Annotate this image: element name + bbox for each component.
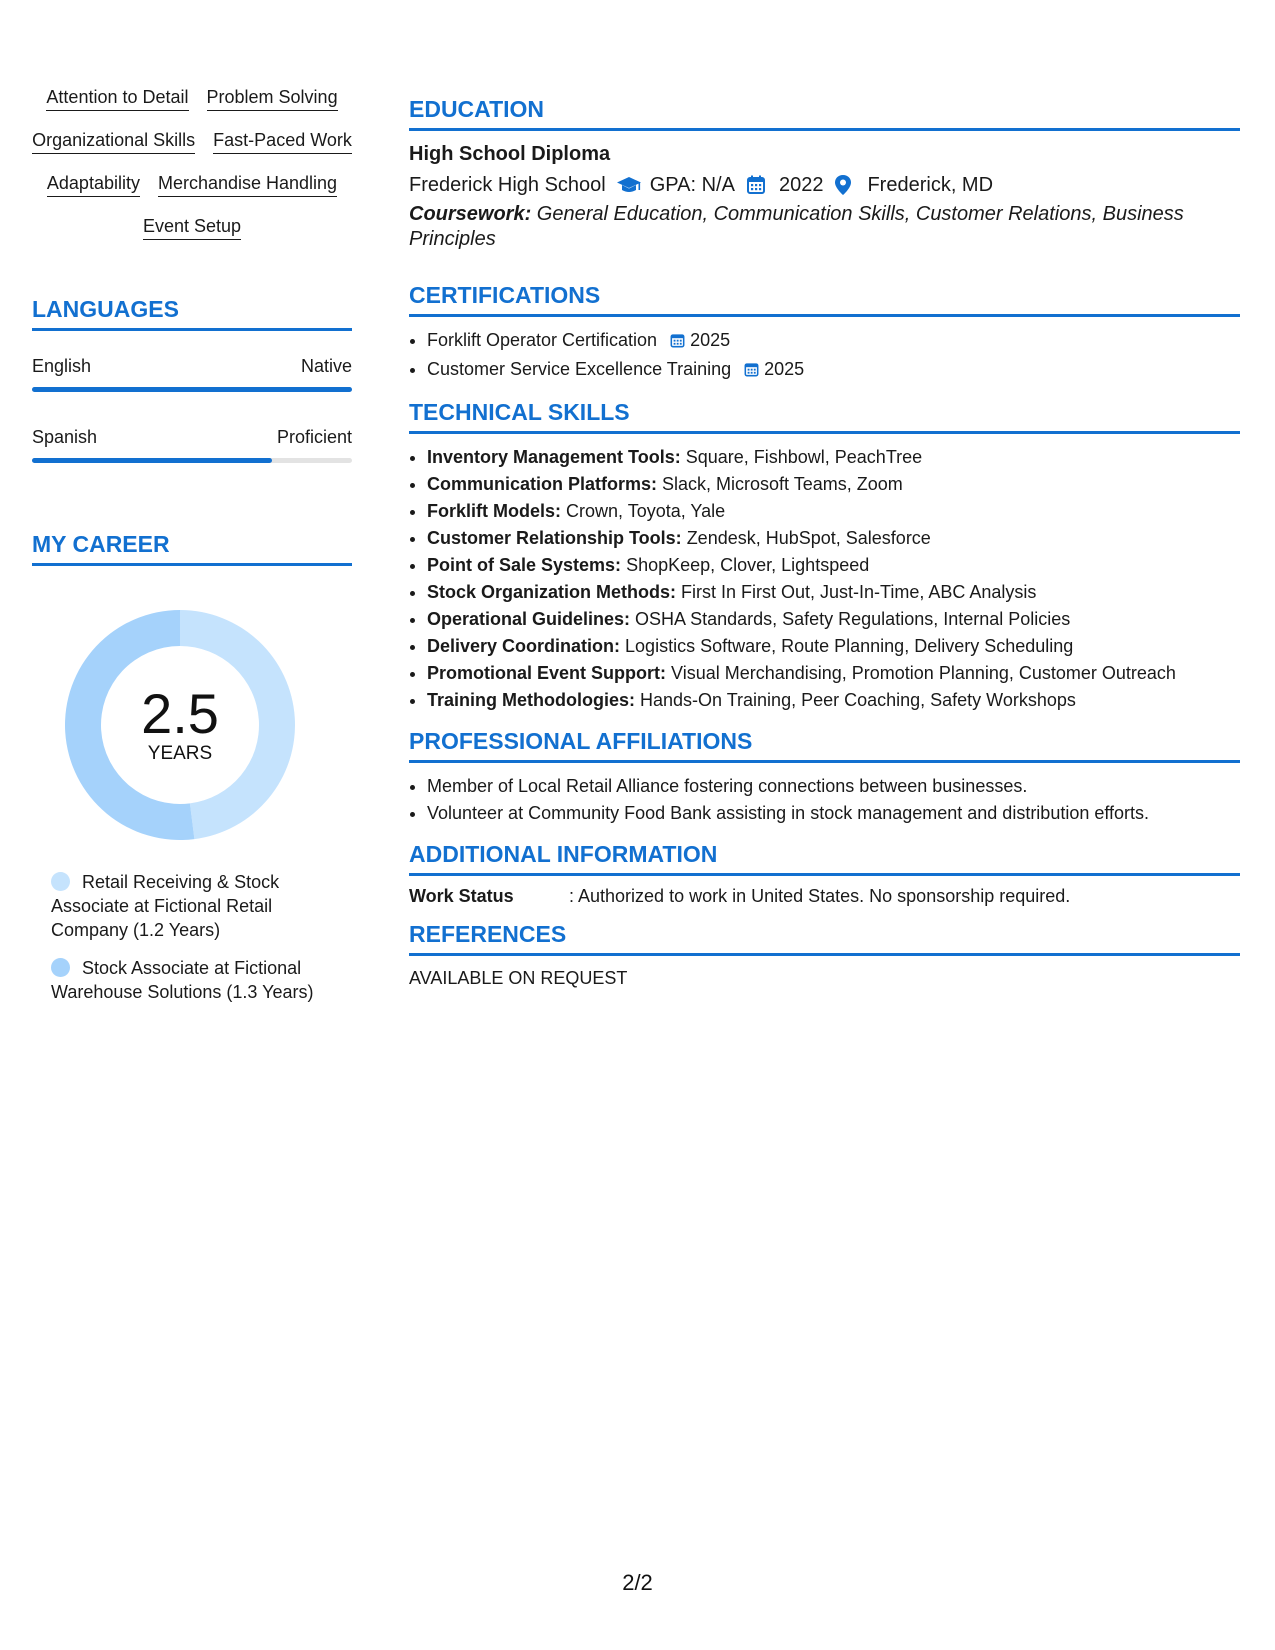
skill-values: OSHA Standards, Safety Regulations, Internal Policies (630, 609, 1071, 629)
education-title: EDUCATION (409, 96, 1240, 131)
skill-values: Zendesk, HubSpot, Salesforce (681, 528, 931, 548)
references-text: AVAILABLE ON REQUEST (409, 968, 628, 988)
language-bar-fill (32, 387, 352, 392)
right-column (409, 96, 1240, 1003)
career-title: MY CAREER (32, 531, 352, 566)
skills-tags (32, 85, 352, 240)
language-name: English (32, 356, 92, 376)
certification-year: 2025 (764, 359, 805, 379)
graduation-cap-icon (616, 174, 640, 196)
references-title: REFERENCES (409, 921, 1240, 956)
list-item (427, 525, 1240, 552)
skill-category: Point of Sale Systems: (427, 555, 622, 575)
languages-title: LANGUAGES (32, 296, 352, 331)
education-meta (409, 171, 1240, 199)
certification-name: Customer Service Excellence Training (427, 359, 732, 379)
coursework (409, 202, 1240, 252)
technical-skills-section (409, 399, 1240, 714)
left-column (32, 85, 352, 1018)
list-item (427, 552, 1240, 579)
certifications-section (409, 282, 1240, 385)
coursework-label: Coursework: (409, 203, 532, 225)
certification-name: Forklift Operator Certification (427, 330, 658, 350)
work-status-value: : Authorized to work in United States. No sponsorship required. (569, 886, 1071, 906)
skill-values: Slack, Microsoft Teams, Zoom (657, 474, 903, 494)
career-entry (51, 870, 331, 942)
skill-category: Forklift Models: (427, 501, 561, 521)
list-item: • Member of Local Retail Alliance fostering connections between businesses. (427, 773, 1240, 800)
career-legend (51, 870, 331, 1004)
language-name: Spanish (32, 427, 98, 447)
list-item (427, 687, 1240, 714)
skill-values: First In First Out, Just-In-Time, ABC Analysis (676, 582, 1037, 602)
location-pin-icon (833, 174, 857, 196)
technical-skills-title: TECHNICAL SKILLS (409, 399, 1240, 434)
school-name: Frederick High School (409, 174, 606, 196)
technical-skills-list (409, 444, 1240, 714)
additional-info-title: ADDITIONAL INFORMATION (409, 841, 1240, 876)
career-entry (51, 956, 331, 1004)
list-item (427, 444, 1240, 471)
legend-dot (51, 958, 70, 977)
list-item (427, 606, 1240, 633)
calendar-icon (745, 174, 769, 196)
coursework-text: General Education, Communication Skills, Customer Relations, Business Principles (409, 203, 1184, 250)
calendar-icon (743, 359, 760, 385)
work-status (409, 886, 1240, 907)
skill-category: Inventory Management Tools: (427, 447, 681, 467)
language-item (32, 355, 352, 392)
list-item (427, 579, 1240, 606)
location: Frederick, MD (867, 174, 994, 196)
work-status-label: Work Status (409, 886, 514, 906)
certifications-title: CERTIFICATIONS (409, 282, 1240, 317)
skill-tag: Adaptability (47, 171, 140, 197)
skill-tag: Problem Solving (207, 85, 338, 111)
affiliations-list (409, 773, 1240, 827)
list-item (427, 356, 1240, 385)
skill-category: Stock Organization Methods: (427, 582, 677, 602)
calendar-icon (669, 330, 686, 356)
language-level: Proficient (276, 427, 352, 447)
additional-info-section (409, 841, 1240, 907)
certifications-list (409, 327, 1240, 385)
education-section (409, 96, 1240, 252)
skill-tag: Fast-Paced Work (213, 128, 352, 154)
skill-values: Visual Merchandising, Promotion Planning, Customer Outreach (666, 663, 1176, 683)
skill-tag: Event Setup (143, 214, 241, 240)
skill-category: Training Methodologies: (427, 690, 635, 710)
skill-category: Operational Guidelines: (427, 609, 631, 629)
language-item (32, 426, 352, 463)
certification-year: 2025 (690, 330, 731, 350)
legend-dot (51, 872, 70, 891)
career-donut (65, 610, 295, 840)
skill-category: Communication Platforms: (427, 474, 658, 494)
skill-values: Logistics Software, Route Planning, Delivery Scheduling (620, 636, 1074, 656)
skill-category: Delivery Coordination: (427, 636, 621, 656)
graduation-year: 2022 (778, 174, 824, 196)
gpa: GPA: N/A (649, 174, 735, 196)
affiliations-title: PROFESSIONAL AFFILIATIONS (409, 728, 1240, 763)
skill-tag: Organizational Skills (32, 128, 195, 154)
language-bar-fill (32, 458, 272, 463)
list-item (427, 327, 1240, 356)
list-item (427, 633, 1240, 660)
list-item: • Volunteer at Community Food Bank assisting in stock management and distribution efforts. (427, 800, 1240, 827)
skill-tag: Merchandise Handling (158, 171, 337, 197)
skill-values: ShopKeep, Clover, Lightspeed (621, 555, 870, 575)
skill-values: Hands-On Training, Peer Coaching, Safety Workshops (635, 690, 1076, 710)
career-entry-label: Stock Associate at Fictional Warehouse Solutions (1.3 Years) (51, 958, 314, 1002)
career-entry-label: Retail Receiving & Stock Associate at Fictional Retail Company (1.2 Years) (51, 872, 280, 940)
list-item (427, 660, 1240, 687)
skill-category: Promotional Event Support: (427, 663, 667, 683)
affiliations-section (409, 728, 1240, 827)
degree: High School Diploma (409, 143, 611, 165)
list-item (427, 471, 1240, 498)
skill-category: Customer Relationship Tools: (427, 528, 682, 548)
skill-values: Crown, Toyota, Yale (561, 501, 726, 521)
list-item (427, 498, 1240, 525)
language-bar (32, 387, 352, 392)
references-section (409, 921, 1240, 989)
skill-tag: Attention to Detail (46, 85, 188, 111)
skill-values: Square, Fishbowl, PeachTree (680, 447, 923, 467)
language-level: Native (300, 356, 352, 376)
language-bar (32, 458, 352, 463)
page-number: 2/2 (622, 1570, 653, 1595)
career-total: 2.5 (141, 682, 219, 745)
career-unit: YEARS (147, 743, 213, 764)
